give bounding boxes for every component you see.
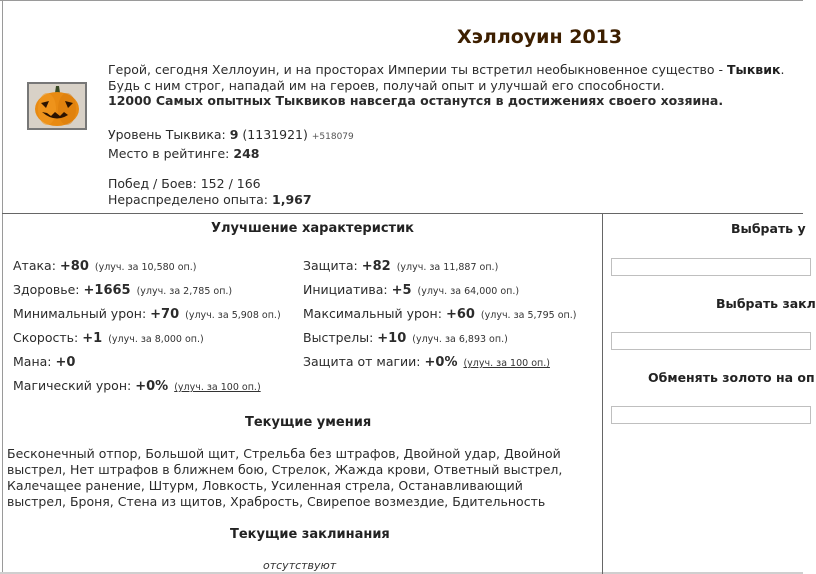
skills-list: Бесконечный отпор, Большой щит, Стрельба без штрафов, Двойной удар, Двойной выстрел, Нет штрафов в ближнем бою, Стрелок, Жажда крови, Ответный выстрел, Калечащее ранение, Штурм, Ловкость, Усиленная стрела, Останавливающий выстрел, Броня, Стена из щитов, Храбрость, Свирепое возмездие, Бдительность [7,446,563,509]
stat-speed: Скорость: +1 (улуч. за 8,000 оп.) [13,330,204,346]
improve-max-damage-link[interactable]: (улуч. за 5,795 оп.) [480,310,577,321]
improve-min-damage-link[interactable]: (улуч. за 5,908 оп.) [185,310,281,321]
exchange-gold-title: Обменять золото на оп [648,370,815,385]
stat-magic-damage: Магический урон: +0% (улуч. за 100 оп.) [13,378,261,394]
improve-magic-defense-link[interactable]: (улуч. за 100 оп.) [463,358,550,369]
improve-shots-link[interactable]: (улуч. за 6,893 оп.) [412,334,508,345]
exchange-gold-input[interactable] [611,406,811,424]
stat-attack: Атака: +80 (улуч. за 10,580 оп.) [13,258,197,274]
choose-spell-title: Выбрать закл [716,296,816,311]
vertical-divider [602,213,603,574]
stat-health: Здоровье: +1665 (улуч. за 2,785 оп.) [13,282,233,298]
improve-initiative-link[interactable]: (улуч. за 64,000 оп.) [417,286,520,297]
intro-line-3: 12000 Самых опытных Тыквиков навсегда останутся в достижениях своего хозяина. [108,93,724,108]
stat-shots: Выстрелы: +10 (улуч. за 6,893 оп.) [303,330,508,346]
improve-attack-link[interactable]: (улуч. за 10,580 оп.) [94,262,197,273]
pet-rank: Место в рейтинге: 248 [108,145,260,161]
choose-spell-select[interactable] [611,332,811,350]
pumpkin-avatar [27,82,87,130]
frame-top-border [0,0,803,1]
stat-defense: Защита: +82 (улуч. за 11,887 оп.) [303,258,499,274]
improve-speed-link[interactable]: (улуч. за 8,000 оп.) [108,334,204,345]
stat-initiative: Инициатива: +5 (улуч. за 64,000 оп.) [303,282,520,298]
improve-defense-link[interactable]: (улуч. за 11,887 оп.) [396,262,499,273]
pet-level: Уровень Тыквика: 9 (1131921) +518079 [108,127,354,142]
spells-none: отсутствуют [263,559,337,572]
creature-name: Тыквик [726,62,781,77]
improve-magic-damage-link[interactable]: (улуч. за 100 оп.) [174,382,261,393]
stat-mana: Мана: +0 [13,354,76,370]
unspent-exp-line: Нераспределено опыта: 1,967 [108,191,312,207]
intro-text [108,62,784,109]
battle-stats-block [108,176,312,207]
choose-creature-select[interactable] [611,258,811,276]
improve-health-link[interactable]: (улуч. за 2,785 оп.) [136,286,233,297]
intro-line-1: Герой, сегодня Хеллоуин, и на просторах Империи ты встретил необыкновенное существо - Тыквик. [108,62,785,77]
skills-section-title: Текущие умения [245,415,372,430]
wins-line: Побед / Боев: 152 / 166 [108,176,261,191]
horizontal-divider [2,213,803,214]
pumpkin-icon [29,84,85,128]
page-title: Хэллоуин 2013 [457,26,623,48]
upgrade-section-title: Улучшение характеристик [211,221,414,236]
pet-level-block [108,127,354,161]
stat-max-damage: Максимальный урон: +60 (улуч. за 5,795 оп.) [303,306,577,322]
choose-creature-title: Выбрать у [731,221,806,236]
exp-gain: +518079 [311,132,354,142]
intro-line-2: Будь с ним строг, нападай им на героев, получай опыт и улучшай его способности. [108,77,665,93]
stat-magic-defense: Защита от магии: +0% (улуч. за 100 оп.) [303,354,550,370]
spells-section-title: Текущие заклинания [230,527,390,542]
stat-min-damage: Минимальный урон: +70 (улуч. за 5,908 оп.) [13,306,281,322]
frame-left-border [2,0,3,574]
